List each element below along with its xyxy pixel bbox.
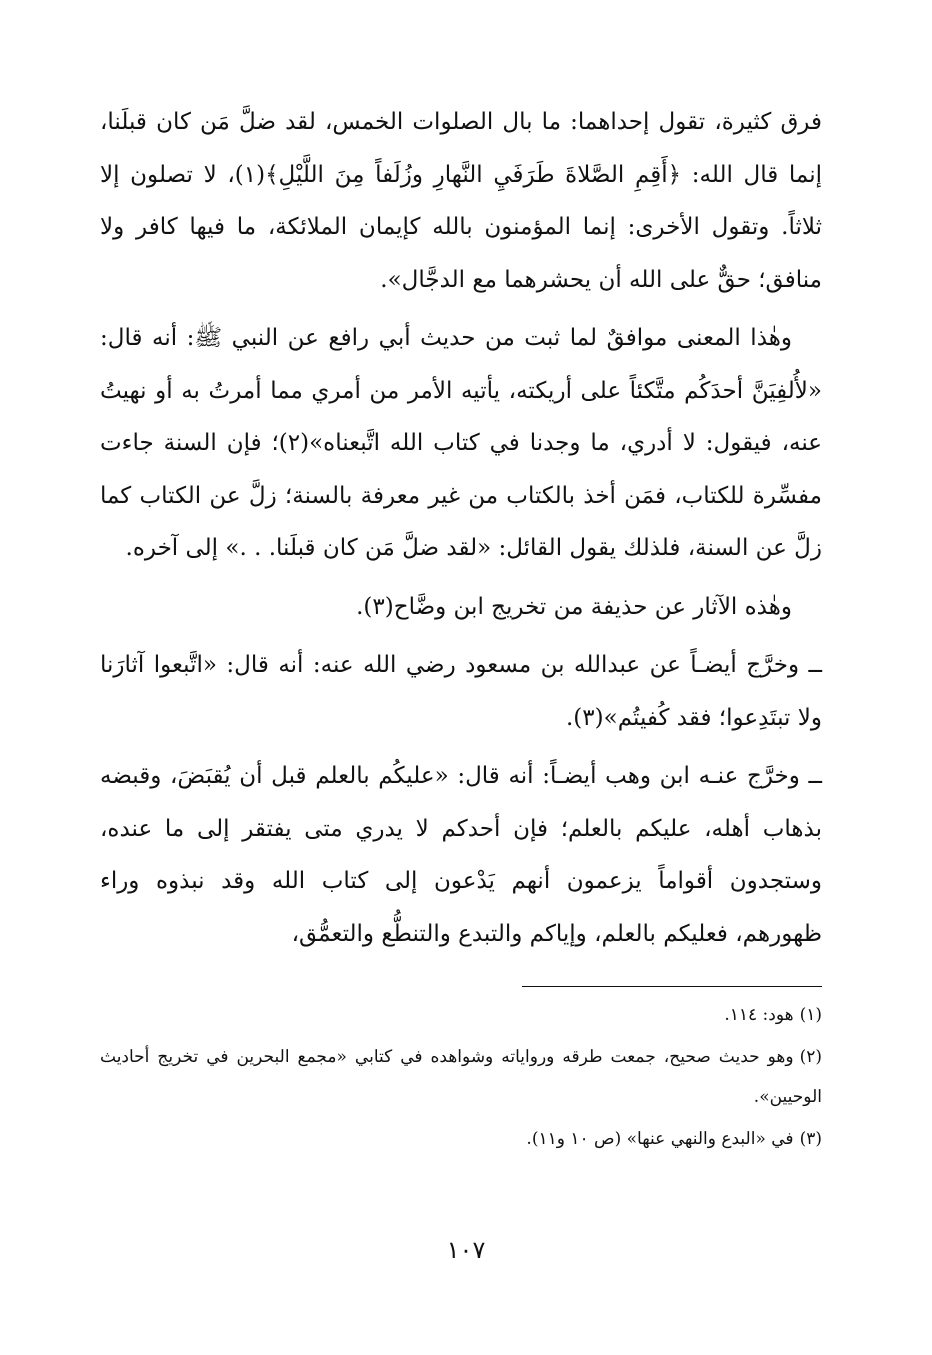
paragraph-3: وهٰذه الآثار عن حذيفة من تخريج ابن وضَّاح(٣).: [356, 593, 792, 620]
footnote-number: (٣): [799, 1129, 822, 1149]
footnotes: [100, 995, 822, 1159]
paragraph-1: فرق كثيرة، تقول إحداهما: ما بال الصلوات الخمس، لقد ضلَّ مَن كان قبلَنا، إنما قال الله: ﴿أَقِمِ الصَّلاةَ طَرَفَيِ النَّهارِ وزُلَفاً مِنَ اللَّيْلِ﴾(١)، لا تصلون إلا ثلاثاً. وتقول الأخرى: إنما المؤمنون بالله كإيمان الملائكة، ما فيها كافر ولا منافق؛ حقٌّ على الله أن يحشرهما مع الدجَّال».: [100, 109, 823, 293]
footnote-separator: [522, 986, 822, 987]
paragraph-5: ــ وخرَّج عنـه ابن وهب أيضـاً: أنه قال: «عليكُم بالعلم قبل أن يُقبَضَ، وقبضه بذهاب أهله، عليكم بالعلم؛ فإن أحدكم لا يدري متى يفتقر إلى ما عنده، وستجدون أقواماً يزعمون أنهم يَدْعون إلى كتاب الله وقد نبذوه وراء ظهورهم، فعليكم بالعلم، وإياكم والتبدع والتنطُّع والتعمُّق،: [100, 763, 823, 947]
footnote-2: [100, 1037, 822, 1117]
paragraph-2: وهٰذا المعنى موافقٌ لما ثبت من حديث أبي رافع عن النبي ﷺ: أنه قال: «لأُلفِيَنَّ أحدَكُم متَّكئاً على أريكته، يأتيه الأمر من أمري مما أمرتُ به أو نهيتُ عنه، فيقول: لا أدري، ما وجدنا في كتاب الله اتَّبعناه»(٢)؛ فإن السنة جاءت مفسِّرة للكتاب، فمَن أخذ بالكتاب من غير معرفة بالسنة؛ زلَّ عن الكتاب كما زلَّ عن السنة، فلذلك يقول القائل: «لقد ضلَّ مَن كان قبلَنا. . .» إلى آخره.: [100, 325, 822, 561]
footnote-number: (١): [799, 1005, 822, 1025]
page-number: ١٠٧: [446, 1236, 486, 1264]
main-text: [100, 96, 822, 960]
footnote-1: [100, 995, 822, 1035]
footnote-text: وهو حديث صحيح، جمعت طرقه ورواياته وشواهده في كتابي «مجمع البحرين في تخريج أحاديث الوحيين».: [100, 1047, 822, 1107]
footnote-text: في «البدع والنهي عنها» (ص ١٠ و١١).: [526, 1129, 794, 1149]
footnote-number: (٢): [799, 1047, 822, 1067]
paragraph-4: ــ وخرَّج أيضـاً عن عبدالله بن مسعود رضي الله عنه: أنه قال: «اتَّبعوا آثارَنا ولا تبتَدِعوا؛ فقد كُفيتُم»(٣).: [100, 652, 822, 731]
book-page: [100, 96, 822, 1315]
footnote-3: [100, 1119, 822, 1159]
footnote-text: هود: ١١٤.: [724, 1005, 794, 1025]
